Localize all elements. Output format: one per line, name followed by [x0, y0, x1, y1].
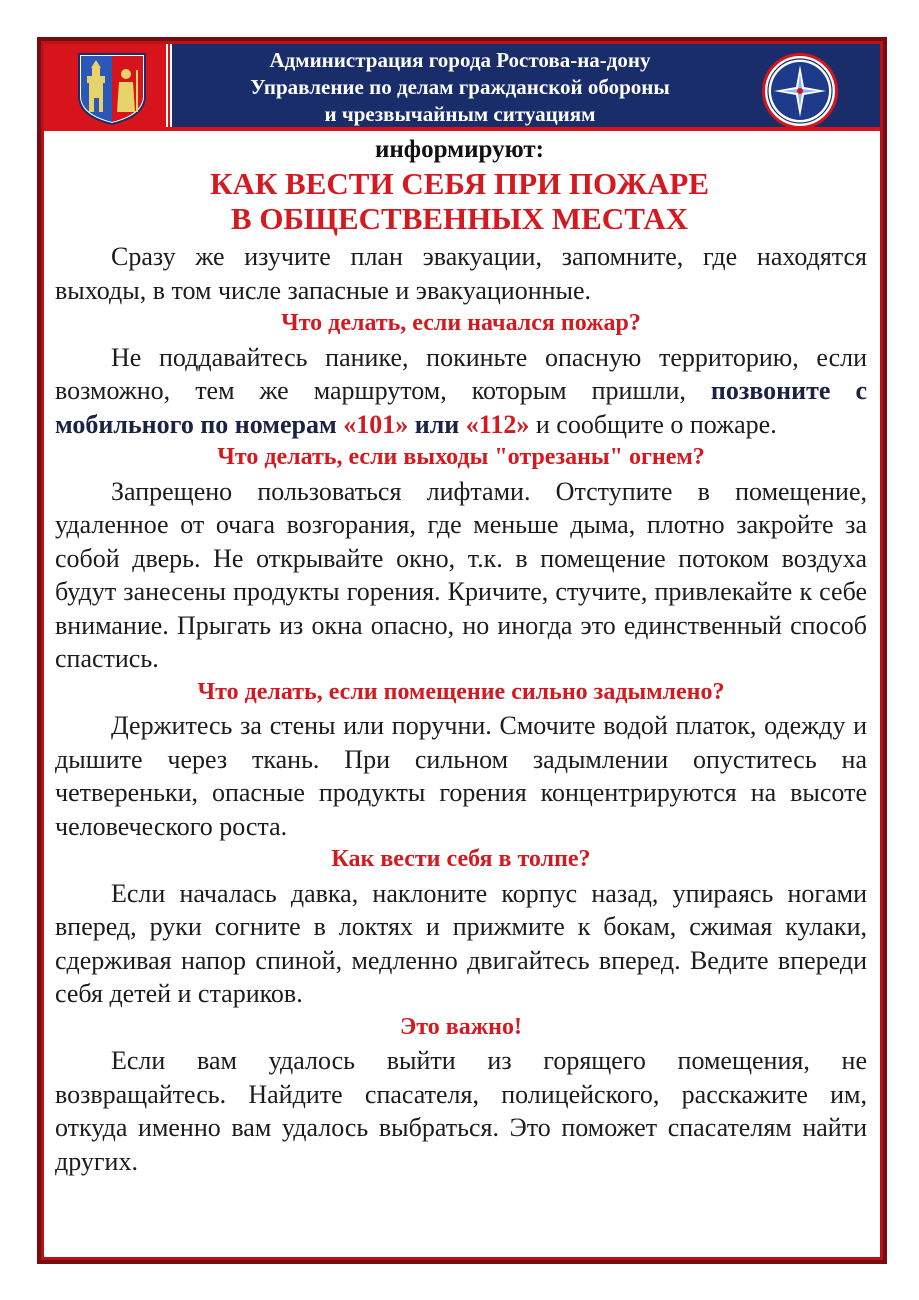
rostov-coat-of-arms-icon — [73, 52, 151, 126]
emergency-number-101: «101» — [343, 409, 409, 439]
paragraph-important: Если вам удалось выйти из горящего помещения, не возвращайтесь. Найдите спасателя, полицейского, расскажите им, откуда именно вам удалось выбраться. Это поможет спасателям найти других. — [55, 1046, 867, 1176]
intro-paragraph: Сразу же изучите план эвакуации, запомните, где находятся выходы, в том числе запасные и эвакуационные. — [55, 242, 867, 305]
paragraph-exits-blocked: Запрещено пользоваться лифтами. Отступите в помещение, удаленное от очага возгорания, где меньше дыма, плотно закройте за собой дверь. Не открывайте окно, т.к. в помещение потоком воздуха будут занесены продукты горения. Кричите, стучите, привлекайте к себе внимание. Прыгать из окна опасно, но иногда это единственный способ спастись. — [55, 476, 867, 673]
call-instruction: позвоните с мобильного по номерам — [55, 376, 867, 439]
title-line-2: В ОБЩЕСТВЕННЫХ МЕСТАХ — [230, 201, 689, 236]
emergency-number-112: «112» — [465, 409, 530, 439]
section-heading-fire-started: Что делать, если начался пожар? — [281, 310, 641, 336]
section-heading-important: Это важно! — [400, 1013, 522, 1040]
header-line-1: Администрация города Ростова-на-дону — [269, 48, 651, 72]
paragraph-smoke: Держитесь за стены или поручни. Смочите водой платок, одежду и дышите через ткань. При сильном задымлении опуститесь на четвереньки, опасные продукты горения концентрируются на высоте человеческого роста. — [55, 711, 867, 841]
content-body — [55, 240, 867, 1178]
section-heading-crowd: Как вести себя в толпе? — [331, 846, 591, 872]
informs-label: информируют: — [374, 136, 545, 163]
header-line-2: Управление по делам гражданской обороны — [250, 75, 670, 99]
title-line-1: КАК ВЕСТИ СЕБЯ ПРИ ПОЖАРЕ — [209, 166, 710, 201]
section-heading-smoke: Что делать, если помещение сильно задымлено? — [197, 678, 725, 705]
header-title — [200, 47, 720, 128]
page-title — [0, 166, 919, 236]
header-line-3: и чрезвычайным ситуациям — [324, 102, 596, 126]
civil-defense-emblem-icon — [760, 51, 840, 131]
paragraph-fire-started — [55, 341, 867, 442]
section-heading-exits-blocked: Что делать, если выходы "отрезаны" огнем? — [217, 444, 705, 470]
paragraph-crowd: Если началась давка, наклоните корпус назад, упираясь ногами вперед, руки согните в локтях и прижмите к бокам, сжимая кулаки, сдерживая напор спиной, медленно двигайтесь вперед. Ведите впереди себя детей и стариков. — [55, 878, 867, 1008]
or-word: или — [408, 409, 466, 439]
text-segment: Не поддавайтесь панике, покиньте опасную территорию, если возможно, тем же маршрутом, которым пришли, — [55, 342, 867, 405]
header-stripes — [166, 44, 172, 130]
text-segment: и сообщите о пожаре. — [529, 409, 777, 439]
